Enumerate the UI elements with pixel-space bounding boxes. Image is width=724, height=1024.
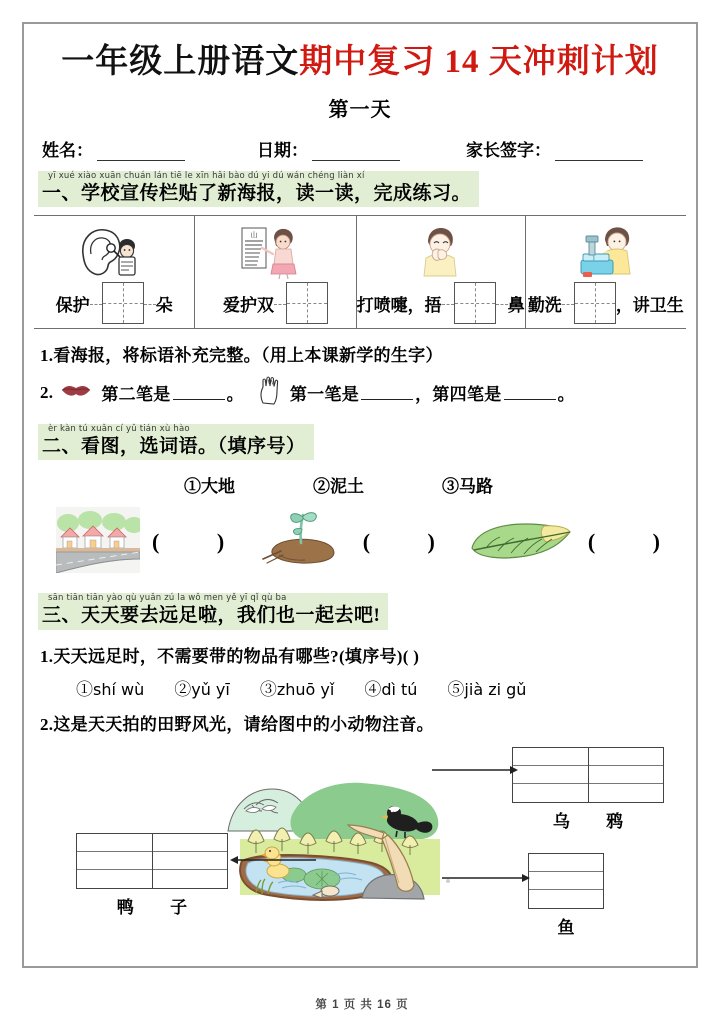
section-1-question-1: 1.看海报，将标语补充完整。（用上本课新学的生字） bbox=[40, 346, 443, 366]
fish-label: 鱼 bbox=[557, 917, 575, 937]
option-malu[interactable]: ③马路 bbox=[442, 477, 493, 497]
name-field[interactable] bbox=[42, 136, 185, 161]
option-1-number: ① bbox=[76, 679, 93, 699]
lips-icon bbox=[61, 383, 91, 403]
section-3 bbox=[34, 583, 686, 629]
picture-item-1 bbox=[56, 507, 250, 578]
duck-arrow-icon bbox=[230, 853, 316, 867]
option-4-pinyin: dì tú bbox=[381, 679, 418, 699]
section-3-options bbox=[34, 675, 686, 700]
poster-prefix-2: 爱护双 bbox=[222, 295, 274, 315]
question-2-blank-2[interactable] bbox=[361, 385, 413, 400]
svg-text:山: 山 bbox=[250, 231, 258, 240]
green-leaf-icon bbox=[466, 512, 576, 573]
crow-pinyin-grid[interactable] bbox=[512, 747, 664, 803]
option-dadi[interactable]: ①大地 bbox=[184, 477, 235, 497]
poster-dash-left-3 bbox=[442, 304, 454, 305]
tianzige-box-2[interactable] bbox=[286, 282, 328, 324]
option-1[interactable] bbox=[76, 675, 144, 700]
option-5-number: ⑤ bbox=[447, 679, 465, 699]
countryside-pond-scene bbox=[222, 753, 487, 913]
eye-chart-icon bbox=[236, 222, 314, 280]
poster-table bbox=[34, 215, 686, 329]
crow-arrow-icon bbox=[432, 763, 518, 777]
crow-label: 乌 鸦 bbox=[552, 811, 640, 831]
section-1-header bbox=[38, 171, 479, 207]
crow-label-block bbox=[512, 747, 664, 832]
answer-paren-3[interactable]: ( ) bbox=[587, 529, 686, 555]
name-label: 姓名： bbox=[42, 141, 93, 161]
poster-cell-2 bbox=[195, 216, 356, 328]
poster-suffix-3: 鼻 bbox=[507, 295, 525, 315]
option-2-pinyin: yǔ yī bbox=[191, 679, 230, 699]
section-1 bbox=[34, 161, 686, 207]
tianzige-box-4[interactable] bbox=[574, 282, 616, 324]
question-2-text-1: 第二笔是 bbox=[101, 385, 171, 405]
option-3-pinyin: zhuō yǐ bbox=[276, 679, 335, 699]
poster-cell-1 bbox=[34, 216, 195, 328]
section-2-header bbox=[38, 424, 314, 460]
day-subtitle: 第一天 bbox=[328, 99, 392, 122]
poster-dash-right-3 bbox=[496, 304, 508, 305]
option-5-pinyin: jià zi gǔ bbox=[464, 679, 527, 699]
washing-hands-icon bbox=[563, 222, 649, 280]
option-nitu[interactable]: ②泥土 bbox=[313, 477, 364, 497]
section-2-pinyin: èr kàn tú xuǎn cí yǔ tián xù hào bbox=[48, 424, 190, 435]
fish-arrow-icon bbox=[442, 871, 530, 885]
signature-field[interactable] bbox=[466, 136, 643, 161]
question-2-blank-3[interactable] bbox=[504, 385, 556, 400]
page-title-red: 期中复习 14 天冲刺计划 bbox=[299, 44, 659, 80]
option-4-number: ④ bbox=[364, 679, 382, 699]
hand-icon bbox=[258, 375, 282, 410]
question-2-text-2: 第一笔是 bbox=[289, 385, 360, 405]
option-2[interactable] bbox=[174, 675, 230, 700]
picture-item-3 bbox=[466, 512, 686, 573]
question-2-number: 2. bbox=[40, 382, 54, 402]
poster-cell-4 bbox=[526, 216, 686, 328]
option-3[interactable] bbox=[260, 675, 334, 700]
sneeze-cover-icon bbox=[402, 222, 480, 280]
page-title bbox=[34, 42, 686, 83]
option-4[interactable] bbox=[364, 675, 417, 700]
poster-suffix-4: ，讲卫生 bbox=[615, 295, 684, 315]
road-houses-icon bbox=[56, 507, 140, 578]
duck-label-block bbox=[76, 833, 228, 918]
picture-item-2 bbox=[255, 507, 461, 578]
poster-cell-3 bbox=[357, 216, 526, 328]
ear-checkup-icon bbox=[75, 222, 153, 280]
section-3-pinyin: sān tiān tiān yào qù yuǎn zú la wǒ men yě yī qǐ qù ba bbox=[48, 593, 287, 604]
option-1-pinyin: shí wù bbox=[93, 679, 145, 699]
poster-prefix-4: 勤洗 bbox=[527, 295, 562, 315]
question-2-text-1-end: 。 bbox=[226, 385, 244, 405]
question-2-text-2-end: 。 bbox=[557, 385, 575, 405]
sprout-soil-icon bbox=[255, 507, 351, 578]
poster-line-2 bbox=[223, 280, 328, 326]
poster-dash-right-1 bbox=[144, 304, 156, 305]
duck-label: 鸭 子 bbox=[116, 897, 204, 917]
poster-dash-left-1 bbox=[90, 304, 102, 305]
question-2-text-2-mid: ，第四笔是 bbox=[415, 385, 502, 405]
option-2-number: ② bbox=[174, 679, 192, 699]
option-3-number: ③ bbox=[259, 679, 277, 699]
fish-label-block bbox=[528, 853, 604, 938]
poster-suffix-1: 朵 bbox=[155, 295, 173, 315]
poster-prefix-1: 保护 bbox=[55, 295, 90, 315]
duck-pinyin-grid[interactable] bbox=[76, 833, 228, 889]
worksheet-page bbox=[22, 22, 698, 968]
signature-blank[interactable] bbox=[555, 145, 643, 161]
date-blank[interactable] bbox=[312, 145, 400, 161]
scene-area bbox=[34, 741, 686, 946]
poster-line-3 bbox=[357, 280, 525, 326]
tianzige-box-1[interactable] bbox=[102, 282, 144, 324]
poster-line-4 bbox=[528, 280, 684, 326]
date-field[interactable] bbox=[257, 136, 400, 161]
question-2-blank-1[interactable] bbox=[173, 385, 225, 400]
answer-paren-1[interactable]: ( ) bbox=[152, 529, 251, 555]
answer-paren-2[interactable]: ( ) bbox=[362, 529, 461, 555]
section-2-heading: 二、看图，选词语。（填序号） bbox=[42, 435, 306, 457]
section-1-question-2 bbox=[34, 375, 686, 410]
poster-line-1 bbox=[56, 280, 173, 326]
student-meta-row bbox=[34, 136, 686, 161]
page-footer: 第 1 页 共 16 页 bbox=[315, 999, 409, 1011]
tianzige-box-3[interactable] bbox=[454, 282, 496, 324]
fish-pinyin-grid[interactable] bbox=[528, 853, 604, 909]
poster-dash-left-4 bbox=[562, 304, 574, 305]
section-3-question-2: 2.这是天天拍的田野风光，请给图中的小动物注音。 bbox=[40, 714, 434, 734]
section-3-header bbox=[38, 593, 388, 629]
poster-dash-left-2 bbox=[274, 304, 286, 305]
section-2-picture-row bbox=[34, 503, 686, 581]
option-5[interactable] bbox=[447, 675, 526, 700]
date-label: 日期： bbox=[257, 141, 308, 161]
poster-prefix-3: 打喷嚏，捂 bbox=[356, 295, 442, 315]
section-1-heading: 一、学校宣传栏贴了新海报，读一读，完成练习。 bbox=[42, 182, 472, 204]
section-2 bbox=[34, 414, 686, 460]
page-title-black: 一年级上册语文 bbox=[61, 44, 300, 80]
section-3-heading: 三、天天要去远足啦，我们也一起去吧! bbox=[42, 604, 381, 626]
section-2-options bbox=[34, 472, 686, 497]
section-3-question-1: 1.天天远足时，不需要带的物品有哪些?(填序号)( ) bbox=[40, 646, 420, 666]
signature-label: 家长签字： bbox=[466, 141, 551, 161]
name-blank[interactable] bbox=[97, 145, 185, 161]
section-1-pinyin: yī xué xiào xuān chuán lán tiē le xīn hǎi bào dú yi dú wán chéng liàn xí bbox=[48, 171, 365, 182]
